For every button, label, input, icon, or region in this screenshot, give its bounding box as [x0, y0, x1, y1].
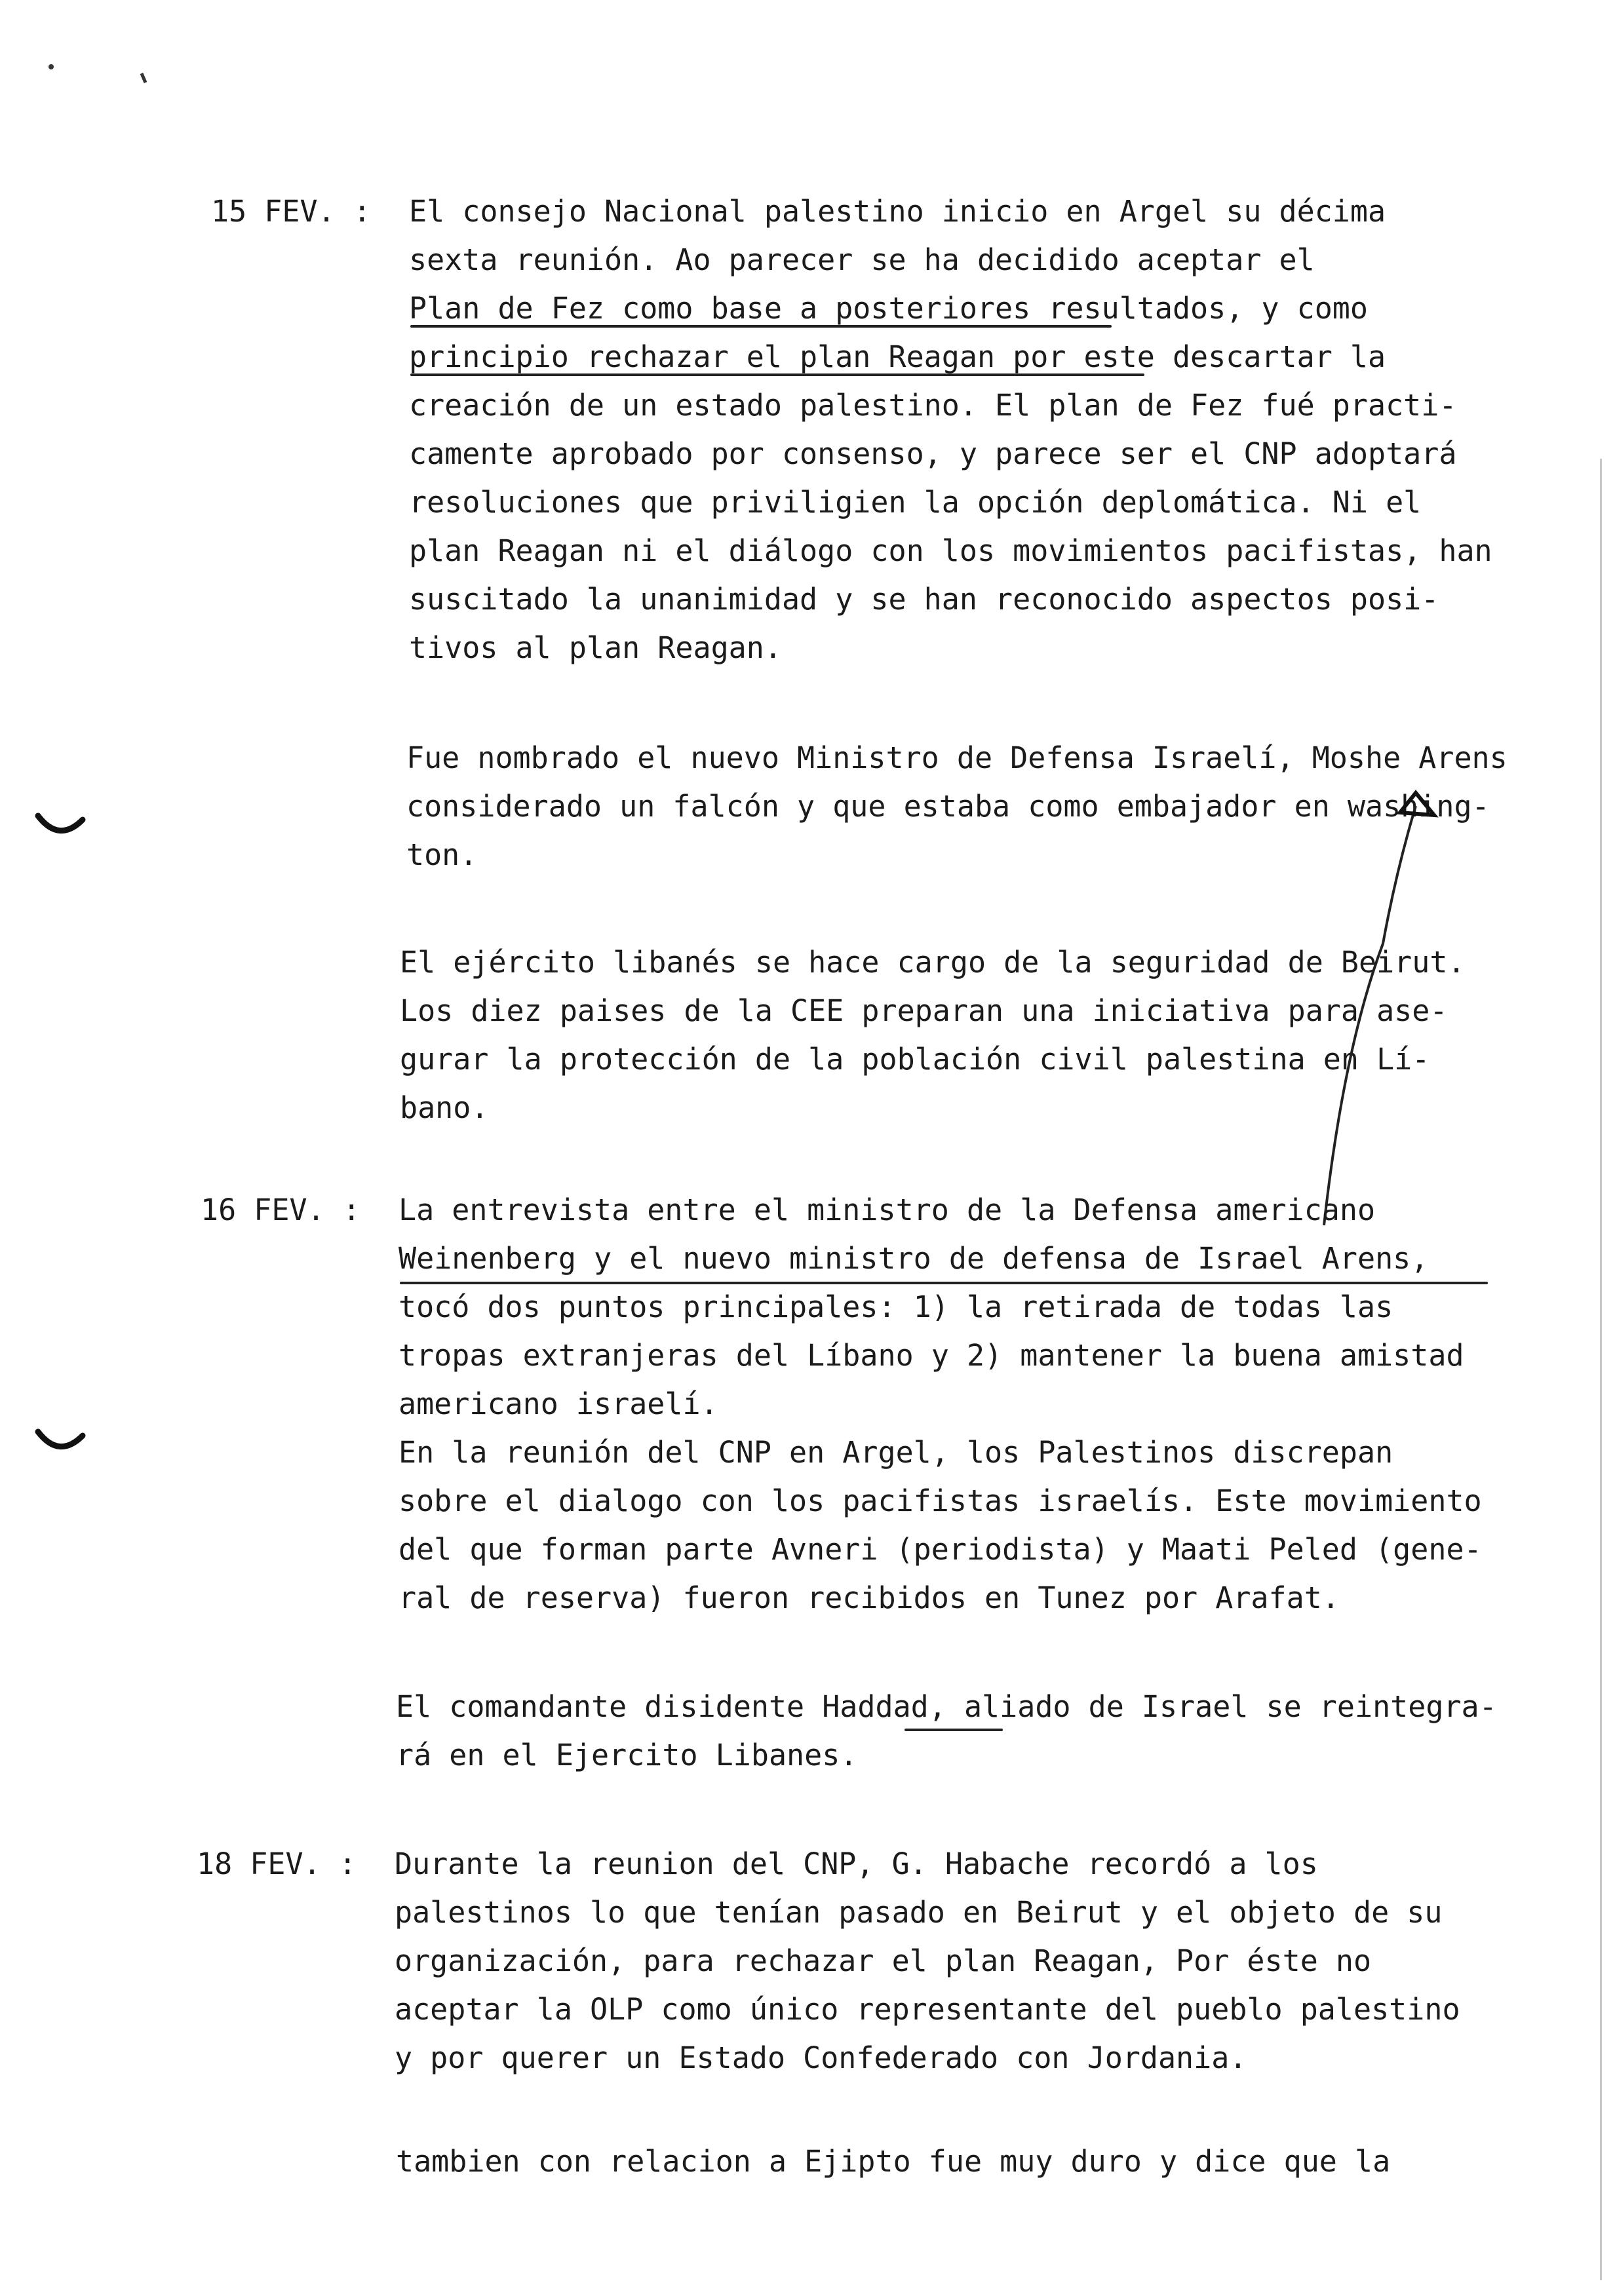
entry-date: 18 FEV. : — [197, 1846, 357, 1881]
text-line: En la reunión del CNP en Argel, los Palestinos discrepan — [399, 1435, 1393, 1470]
speck — [49, 64, 54, 69]
text-line: suscitado la unanimidad y se han reconocido aspectos posi- — [409, 582, 1439, 617]
text-line: Los diez paises de la CEE preparan una iniciativa para ase- — [400, 993, 1448, 1028]
text-line: camente aprobado por consenso, y parece ser el CNP adoptará — [409, 436, 1457, 471]
text-line: rá en el Ejercito Libanes. — [396, 1738, 858, 1772]
handwritten-underline — [410, 373, 1144, 376]
handwritten-arrow — [1285, 773, 1481, 1245]
speck — [142, 73, 146, 83]
text-line: tocó dos puntos principales: 1) la retirada de todas las — [399, 1290, 1393, 1324]
text-line: organización, para rechazar el plan Reagan, Por éste no — [395, 1943, 1372, 1978]
text-line: americano israelí. — [399, 1387, 718, 1421]
text-line: Plan de Fez como base a posteriores resultados, y como — [409, 291, 1368, 326]
text-line: y por querer un Estado Confederado con Jordania. — [395, 2040, 1247, 2075]
text-line: gurar la protección de la población civil palestina en Lí- — [400, 1042, 1430, 1077]
handwritten-underline — [400, 1282, 1488, 1284]
binder-hole-mark — [31, 809, 90, 849]
text-line: El comandante disidente Haddad, aliado de Israel se reintegra- — [396, 1689, 1497, 1724]
text-line: creación de un estado palestino. El plan de Fez fué practi- — [409, 388, 1457, 423]
text-line: tropas extranjeras del Líbano y 2) mantener la buena amistad — [399, 1338, 1464, 1373]
text-line: sexta reunión. Ao parecer se ha decidido aceptar el — [409, 242, 1315, 277]
text-line: tambien con relacion a Ejipto fue muy duro y dice que la — [396, 2144, 1391, 2179]
handwritten-underline — [905, 1729, 1003, 1731]
text-line: bano. — [400, 1090, 489, 1125]
text-line: del que forman parte Avneri (periodista) y Maati Peled (gene- — [399, 1532, 1482, 1567]
text-line: ral de reserva) fueron recibidos en Tunez por Arafat. — [399, 1580, 1340, 1615]
text-line: El consejo Nacional palestino inicio en Argel su décima — [409, 194, 1386, 229]
text-line: principio rechazar el plan Reagan por este descartar la — [409, 339, 1386, 374]
text-line: aceptar la OLP como único representante del pueblo palestino — [395, 1992, 1460, 2027]
text-line: Weinenberg y el nuevo ministro de defensa de Israel Arens, — [399, 1241, 1429, 1276]
entry-paragraph — [395, 1840, 1460, 2082]
text-line: Durante la reunion del CNP, G. Habache recordó a los — [395, 1846, 1318, 1881]
entry-paragraph — [409, 187, 1492, 672]
text-line: tivos al plan Reagan. — [409, 630, 782, 665]
right-edge-shadow — [1600, 459, 1602, 2280]
text-line: considerado un falcón y que estaba como embajador en washing- — [406, 789, 1490, 824]
entry-date: 16 FEV. : — [201, 1193, 360, 1227]
entry-paragraph — [399, 1186, 1482, 1622]
text-line: sobre el dialogo con los pacifistas israelís. Este movimiento — [399, 1483, 1482, 1518]
text-line: ton. — [406, 837, 478, 872]
text-line: Fue nombrado el nuevo Ministro de Defensa Israelí, Moshe Arens — [406, 740, 1508, 775]
text-line: palestinos lo que tenían pasado en Beirut y el objeto de su — [395, 1895, 1443, 1930]
text-line: La entrevista entre el ministro de la Defensa americano — [399, 1193, 1376, 1227]
text-line: plan Reagan ni el diálogo con los movimientos pacifistas, han — [409, 533, 1492, 568]
binder-hole-mark — [31, 1425, 90, 1464]
text-line: El ejército libanés se hace cargo de la seguridad de Beirut. — [400, 945, 1466, 980]
scan-specks — [0, 0, 197, 131]
entry-date: 15 FEV. : — [211, 194, 371, 229]
text-line: resoluciones que priviligien la opción deplomática. Ni el — [409, 485, 1422, 520]
handwritten-underline — [410, 325, 1112, 328]
entry-paragraph — [396, 2137, 1390, 2186]
entry-paragraph — [396, 1683, 1497, 1780]
